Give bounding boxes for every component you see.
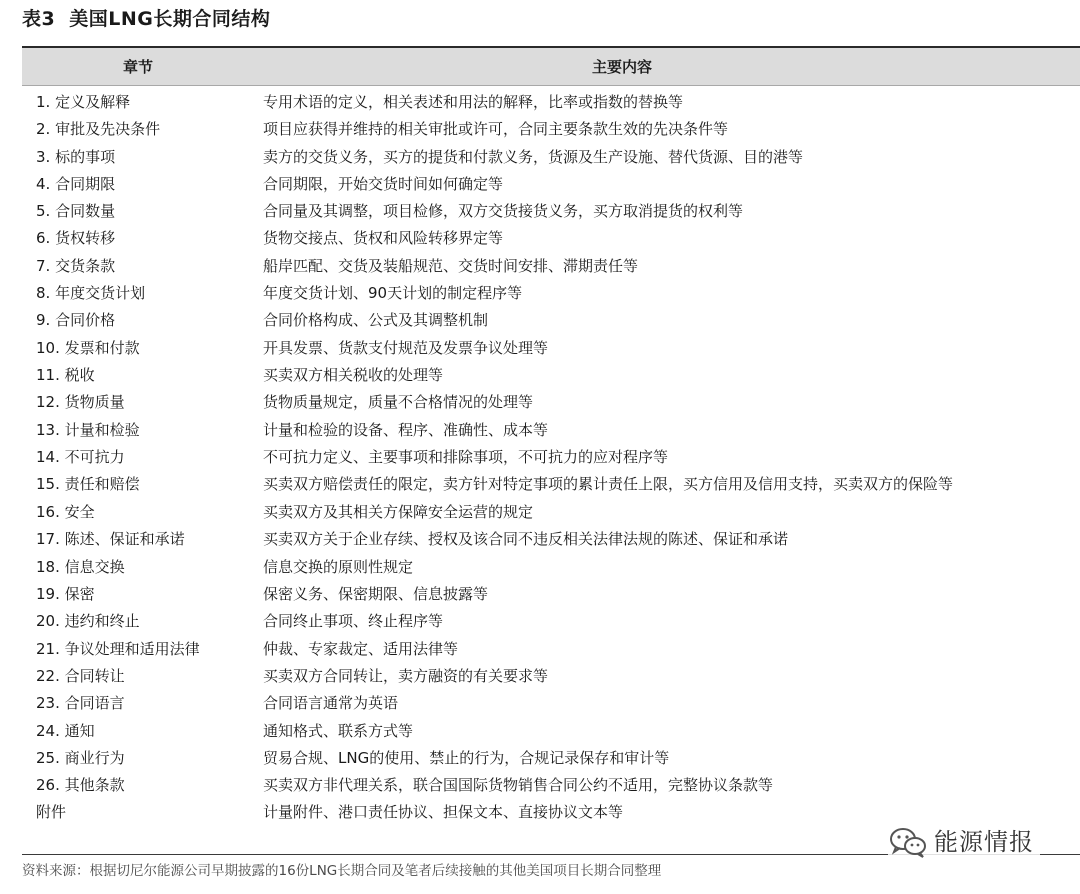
content-cell: 仲裁、专家裁定、适用法律等 <box>263 639 459 658</box>
section-cell: 5. 合同数量 <box>36 202 116 221</box>
section-cell: 18. 信息交换 <box>36 557 125 576</box>
section-cell: 19. 保密 <box>36 585 95 604</box>
section-cell: 8. 年度交货计划 <box>36 284 146 303</box>
content-cell: 贸易合规、LNG的使用、禁止的行为，合规记录保存和审计等 <box>263 748 670 767</box>
table-number: 表3 <box>22 8 56 30</box>
table-row <box>22 772 1080 799</box>
content-cell: 合同期限，开始交货时间如何确定等 <box>263 174 504 193</box>
content-cell: 合同语言通常为英语 <box>263 694 399 713</box>
watermark-text: 能源情报 <box>934 828 1034 856</box>
table-row <box>22 225 1080 252</box>
content-cell: 买卖双方相关税收的处理等 <box>263 365 444 384</box>
table-row <box>22 389 1080 416</box>
section-cell: 20. 违约和终止 <box>36 612 140 631</box>
content-cell: 合同价格构成、公式及其调整机制 <box>263 311 489 330</box>
source-note: 资料来源：根据切尼尔能源公司早期披露的16份LNG长期合同及笔者后续接触的其他美国项目长期合同整理 <box>22 863 662 879</box>
content-cell: 不可抗力定义、主要事项和排除事项，不可抗力的应对程序等 <box>263 447 669 466</box>
content-cell: 买卖双方关于企业存续、授权及该合同不违反相关法律法规的陈述、保证和承诺 <box>263 530 789 549</box>
content-cell: 买卖双方赔偿责任的限定，卖方针对特定事项的累计责任上限，买方信用及信用支持，买卖双方的保险等 <box>263 475 954 494</box>
content-cell: 年度交货计划、90天计划的制定程序等 <box>263 284 523 303</box>
content-cell: 船岸匹配、交货及装船规范、交货时间安排、滞期责任等 <box>263 256 639 275</box>
table-row <box>22 198 1080 225</box>
wechat-icon <box>888 826 928 858</box>
table-row <box>22 799 1080 826</box>
section-cell: 25. 商业行为 <box>36 748 125 767</box>
section-cell: 21. 争议处理和适用法律 <box>36 639 200 658</box>
content-cell: 保密义务、保密期限、信息披露等 <box>263 585 489 604</box>
table-row <box>22 663 1080 690</box>
content-cell: 买卖双方及其相关方保障安全运营的规定 <box>263 503 534 522</box>
section-cell: 9. 合同价格 <box>36 311 116 330</box>
content-cell: 通知格式、联系方式等 <box>263 721 414 740</box>
section-cell: 6. 货权转移 <box>36 229 116 248</box>
table-row <box>22 471 1080 499</box>
table-row <box>22 581 1080 608</box>
table-row <box>22 280 1080 307</box>
table-row <box>22 554 1080 581</box>
content-cell: 卖方的交货义务，买方的提货和付款义务，货源及生产设施、替代货源、目的港等 <box>263 147 804 166</box>
table-row <box>22 499 1080 526</box>
table-row <box>22 253 1080 280</box>
contract-structure-table <box>22 46 1080 827</box>
header-section: 章节 <box>122 58 153 76</box>
section-cell: 10. 发票和付款 <box>36 338 140 357</box>
section-cell: 16. 安全 <box>36 503 95 522</box>
content-cell: 开具发票、货款支付规范及发票争议处理等 <box>263 338 549 357</box>
section-cell: 26. 其他条款 <box>36 776 125 795</box>
content-cell: 货物质量规定，质量不合格情况的处理等 <box>263 393 534 412</box>
section-cell: 3. 标的事项 <box>36 147 116 166</box>
table-row <box>22 526 1080 553</box>
section-cell: 11. 税收 <box>36 365 95 384</box>
section-cell: 22. 合同转让 <box>36 666 125 685</box>
content-cell: 买卖双方合同转让，卖方融资的有关要求等 <box>263 666 549 685</box>
content-cell: 买卖双方非代理关系，联合国国际货物销售合同公约不适用，完整协议条款等 <box>263 776 774 795</box>
content-cell: 信息交换的原则性规定 <box>263 557 414 576</box>
content-cell: 合同终止事项、终止程序等 <box>263 612 444 631</box>
table-header <box>22 48 1080 86</box>
table-row <box>22 745 1080 772</box>
content-cell: 计量附件、港口责任协议、担保文本、直接协议文本等 <box>263 803 624 822</box>
content-cell: 计量和检验的设备、程序、准确性、成本等 <box>263 420 549 439</box>
section-cell: 17. 陈述、保证和承诺 <box>36 530 185 549</box>
table-row <box>22 144 1080 171</box>
section-cell: 23. 合同语言 <box>36 694 125 713</box>
content-cell: 专用术语的定义，相关表述和用法的解释，比率或指数的替换等 <box>263 93 684 111</box>
table-row <box>22 362 1080 389</box>
section-cell: 15. 责任和赔偿 <box>36 475 140 494</box>
content-cell: 项目应获得并维持的相关审批或许可，合同主要条款生效的先决条件等 <box>263 120 729 139</box>
table-title-text: 美国LNG长期合同结构 <box>69 8 271 30</box>
section-cell: 13. 计量和检验 <box>36 420 140 439</box>
section-cell: 1. 定义及解释 <box>36 93 131 111</box>
table-row <box>22 718 1080 745</box>
table-row <box>22 307 1080 334</box>
table-row <box>22 608 1080 635</box>
table-row <box>22 171 1080 198</box>
watermark <box>888 826 1040 858</box>
table-row <box>22 335 1080 362</box>
section-cell: 24. 通知 <box>36 721 95 740</box>
section-cell: 14. 不可抗力 <box>36 447 125 466</box>
header-content: 主要内容 <box>591 58 652 76</box>
section-cell: 7. 交货条款 <box>36 256 116 275</box>
table-title <box>22 6 270 32</box>
table-row <box>22 89 1080 116</box>
content-cell: 货物交接点、货权和风险转移界定等 <box>263 229 504 248</box>
section-cell: 附件 <box>36 803 67 822</box>
table-row <box>22 444 1080 471</box>
table-row <box>22 116 1080 143</box>
table-row <box>22 417 1080 444</box>
content-cell: 合同量及其调整，项目检修，双方交货接货义务，买方取消提货的权利等 <box>263 202 744 221</box>
section-cell: 12. 货物质量 <box>36 393 125 412</box>
table-body <box>22 86 1080 827</box>
table-row <box>22 636 1080 663</box>
section-cell: 4. 合同期限 <box>36 174 116 193</box>
section-cell: 2. 审批及先决条件 <box>36 120 161 139</box>
table-row <box>22 690 1080 717</box>
